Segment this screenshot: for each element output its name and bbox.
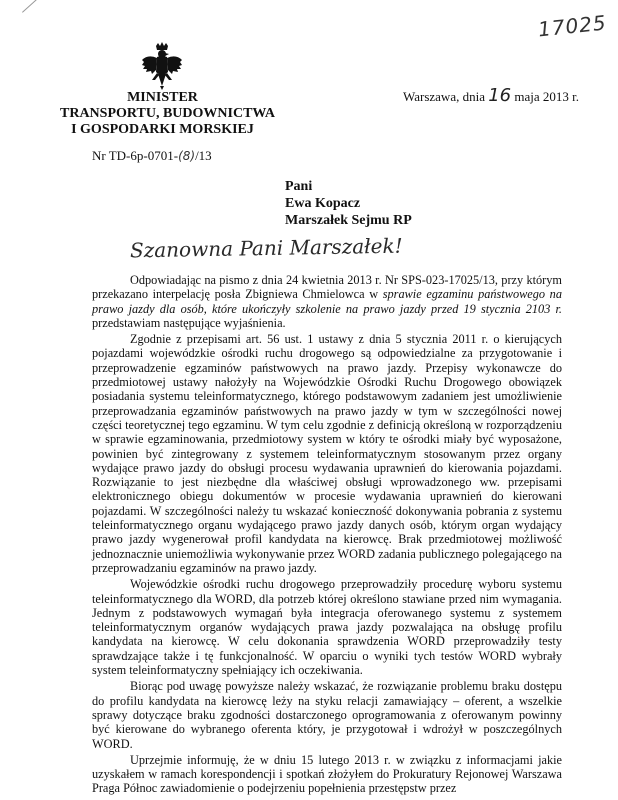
- date-suffix: maja 2013 r.: [514, 89, 580, 104]
- ministry-header: [60, 90, 275, 138]
- ministry-line-1: MINISTER: [127, 90, 198, 105]
- paragraph-1-text-b: przedstawiam następujące wyjaśnienia.: [92, 315, 286, 330]
- ref-prefix: Nr TD-6p-0701-: [92, 148, 179, 163]
- paragraph-1: [92, 273, 562, 330]
- ref-handwritten: (8): [178, 149, 196, 163]
- paragraph-4: Biorąc pod uwagę powyższe należy wskazać, że rozwiązanie problemu braku dostępu do profilu kandydata na kierowcę leży na styku relacji zamawiający – oferent, a wszelkie sprawy dotyczące braku zgodności dostarczonego oprogramowania z oferowanym powinny być kierowane do wybranego oferenta który, je przygotował i wdrożył w poszczególnych WORD.: [92, 679, 562, 751]
- handwritten-salutation: Szanowna Pani Marszałek!: [129, 233, 403, 263]
- paragraph-1-text-a: Odpowiadając na pismo z dnia 24 kwietnia 2013 r. Nr SPS-023-17025/13, przy którym przekazano interpelację posła Zbigniewa Chmielowca w: [92, 273, 562, 302]
- paragraph-5: Uprzejmie informuję, że w dniu 15 lutego 2013 r. w związku z informacjami jakie uzyskałem w ramach korespondencji i spotkań złożyłem do Prokuratury Rejonowej Warszawa Praga Północ zawiadomienie o podejrzeniu popełnienia przestępstw przez: [92, 752, 562, 796]
- reference-number: [92, 148, 212, 164]
- date-prefix: Warszawa, dnia: [403, 89, 485, 104]
- handwritten-doc-number: 17025: [536, 10, 608, 42]
- ref-suffix: /13: [195, 148, 212, 163]
- recipient-name: Ewa Kopacz: [285, 196, 361, 211]
- ministry-line-2: TRANSPORTU, BUDOWNICTWA: [60, 106, 275, 121]
- recipient-block: [285, 178, 412, 229]
- polish-eagle-emblem-icon: [140, 42, 184, 92]
- letter-body: [92, 273, 562, 798]
- date-handwritten-day: 16: [488, 85, 512, 106]
- recipient-title: Marszałek Sejmu RP: [285, 213, 412, 228]
- paragraph-3: Wojewódzkie ośrodki ruchu drogowego przeprowadziły procedurę wyboru systemu teleinformatycznego dla WORD, dla potrzeb której określono stawiane przed nim wymagania. Jednym z podstawowych wymagań była integracja oferowanego systemu z systemem teleinformatycznym organów wydających prawa jazdy pozwalająca na obsługę profilu kandydata na kierowcę. W celu dokonania sprawdzenia WORD przeprowadziły testy sprawdzające także i tę funkcjonalność. W oparciu o wyniki tych testów WORD wybrały system teleinformatyczny spełniający ich oczekiwania.: [92, 577, 562, 678]
- letter-date: [403, 85, 579, 106]
- paragraph-1-subject: sprawie egzaminu państwowego na prawo jazdy dla osób, które ukończyły szkolenie na prawo jazdy przed 19 stycznia 2103 r.: [92, 287, 562, 316]
- ministry-line-3: I GOSPODARKI MORSKIEJ: [71, 122, 254, 137]
- recipient-line-1: Pani: [285, 179, 313, 194]
- paragraph-2: Zgodnie z przepisami art. 56 ust. 1 ustawy z dnia 5 stycznia 2011 r. o kierujących pojazdami wojewódzkie ośrodki ruchu drogowego są odpowiedzialne za przygotowanie i przeprowadzenie egzaminów państwowych na prawo jazdy. Przepisy wykonawcze do przedmiotowej ustawy nałożyły na Wojewódzkie Ośrodki Ruchu Drogowego obowiązek posiadania systemu teleinformatycznego, którego podstawowym zadaniem jest umożliwienie przeprowadzania egzaminów państwowych na prawo jazdy w tym w szczególności nowej części teoretycznej tego egzaminu. W tym celu zgodnie z definicją określoną w rozporządzeniu w sprawie egzaminowania, przedmiotowy system w który te ośrodki miały być wyposażone, powinien być zintegrowany z systemem teleinformatycznym stosowanym przez organy wydające prawo jazdy do obsługi procesu wydawania uprawnień do kierowania pojazdami. Rozwiązanie to jest niezbędne dla właściwej obsługi wprowadzonego ww. przepisami elektronicznego obiegu dokumentów w procesie wydawania uprawnień do kierowani pojazdami. W szczególności należy tu wskazać konieczność dokonywania pobrania z systemu teleinformatycznego organu wydającego prawo jazdy danych osób, którym organ wydający prawo jazdy wygenerował profil kandydata na kierowcę. Brak przedmiotowej możliwość jednoznacznie uniemożliwia wykonywanie przez WORD zadania publicznego polegającego na przeprowadzaniu egzaminów na prawo jazdy.: [92, 332, 562, 575]
- corner-pencil-mark: [22, 0, 52, 13]
